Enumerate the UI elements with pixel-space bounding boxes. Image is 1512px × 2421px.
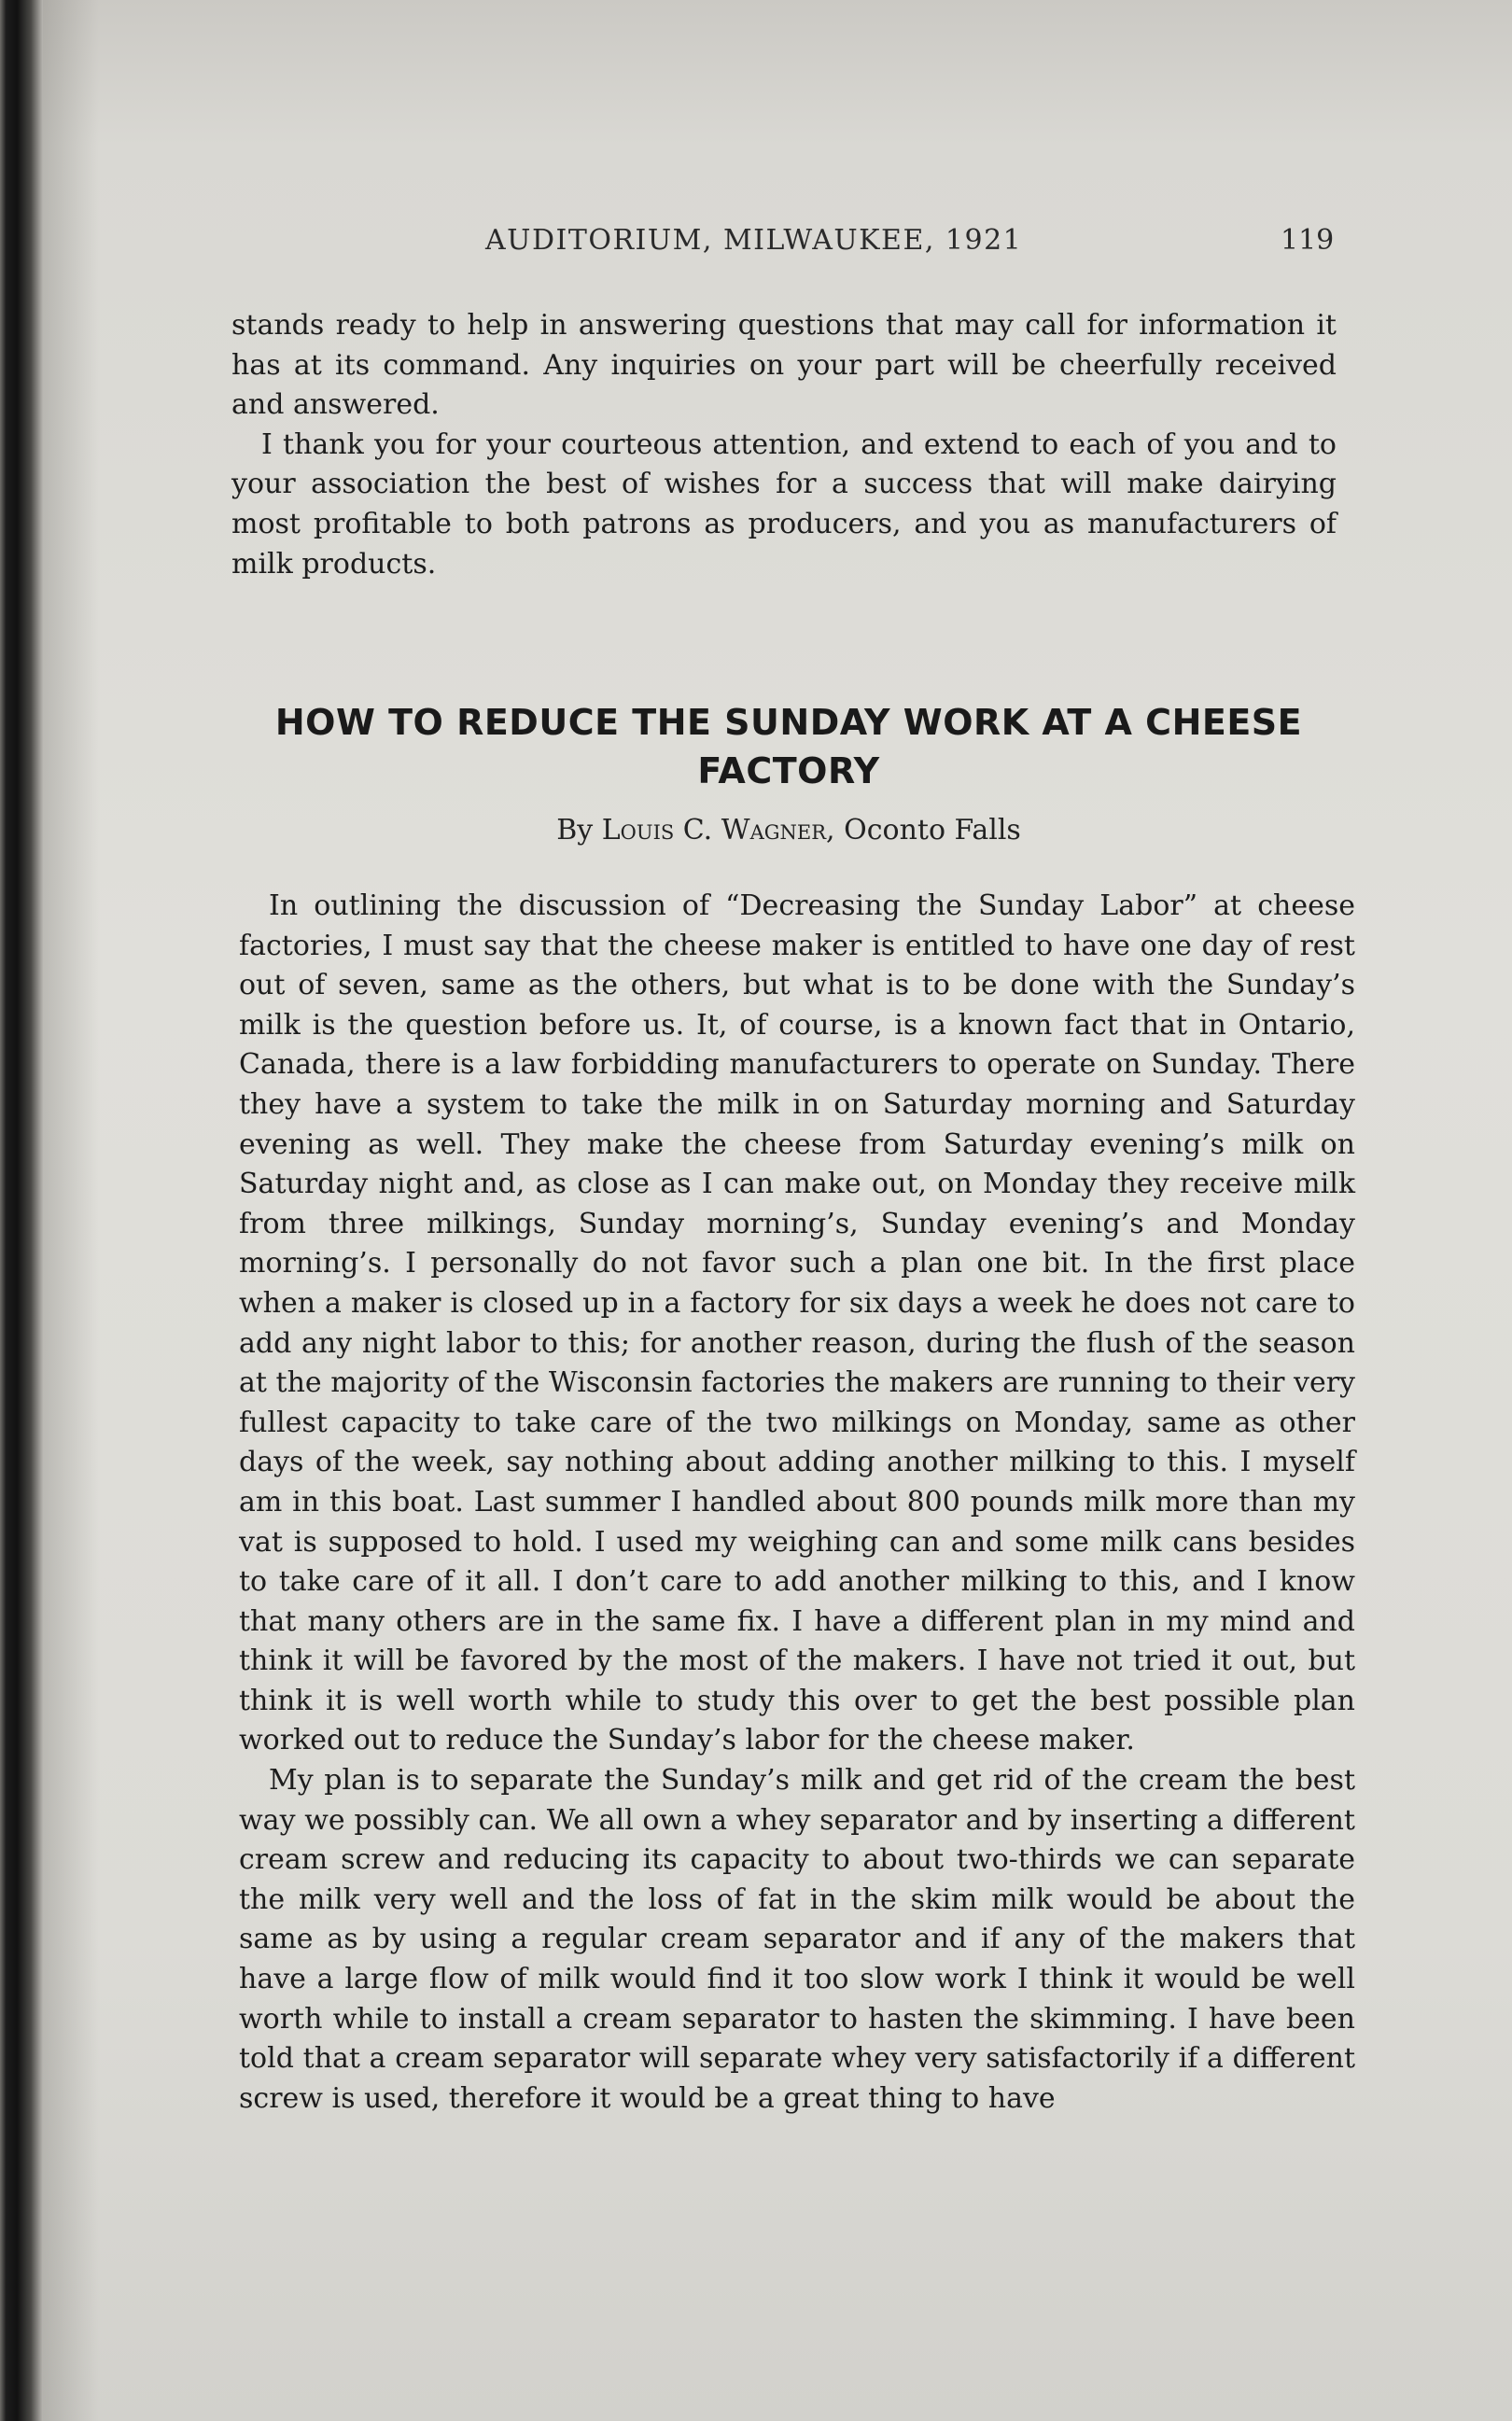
article-paragraph: My plan is to separate the Sunday’s milk and get rid of the cream the best way we possibly can. We all own a whey separator and by inserting a different cream screw and reducing its capacity to about two-thirds we can separate the milk very well and the loss of fat in the skim milk would be about the same as by using a regular cream separator and if any of the makers that have a large flow of milk would find it too slow work I think it would be well worth while to install a cream separator to hasten the skimming. I have been told that a cream separator will separate whey very satisfactorily if a different screw is used, therefore it would be a great thing to have — [239, 1764, 1355, 2115]
intro-paragraph: I thank you for your courteous attention, and extend to each of you and to your association the best of wishes for a success that will make dairying most profitable to both patrons as producers, and you as manufacturers of milk products. — [231, 427, 1337, 581]
byline-separator: , — [826, 814, 845, 847]
article-byline — [233, 814, 1344, 847]
book-spine-edge — [0, 0, 43, 2421]
gutter-shadow — [43, 0, 99, 2421]
article-paragraph: In outlining the discussion of “Decreasing the Sunday Labor” at cheese factories, I must say that the cheese maker is entitled to have one day of rest out of seven, same as the others, but what is to be done with the Sunday’s milk is the question before us. It, of course, is a known fact that in Ontario, Canada, there is a law forbidding manufacturers to operate on Sunday. There they have a system to take the milk in on Saturday morning and Saturday evening as well. They make the cheese from Saturday evening’s milk on Saturday night and, as close as I can make out, on Monday they receive milk from three milkings, Sunday morning’s, Sunday evening’s and Monday morning’s. I personally do not favor such a plan one bit. In the first place when a maker is closed up in a factory for six days a week he does not care to add any night labor to this; for another reason, during the flush of the season at the majority of the Wisconsin factories the makers are running to their very fullest capacity to take care of the two milkings on Monday, same as other days of the week, say nothing about adding another milking to this. I myself am in this boat. Last summer I handled about 800 pounds milk more than my vat is supposed to hold. I used my weighing can and some milk cans besides to take care of it all. I don’t care to add another milking to this, and I know that many others are in the same fix. I have a different plan in my mind and think it will be favored by the most of the makers. I have not tried it out, but think it is well worth while to study this over to get the best possible plan worked out to reduce the Sunday’s labor for the cheese maker. — [239, 889, 1355, 1757]
page-number: 119 — [1281, 224, 1335, 257]
running-head: AUDITORIUM, MILWAUKEE, 1921 — [485, 224, 1023, 257]
byline-author: Louis C. Wagner — [601, 814, 827, 847]
intro-text — [231, 306, 1337, 584]
byline-location: Oconto Falls — [844, 814, 1021, 847]
article-body — [239, 887, 1355, 2119]
intro-paragraph: stands ready to help in answering questions that may call for information it has at its command. Any inquiries on your part will be cheerfully received and answered. — [231, 309, 1337, 422]
article-title: HOW TO REDUCE THE SUNDAY WORK AT A CHEESE FACTORY — [274, 702, 1303, 791]
byline-prefix: By — [556, 814, 594, 847]
